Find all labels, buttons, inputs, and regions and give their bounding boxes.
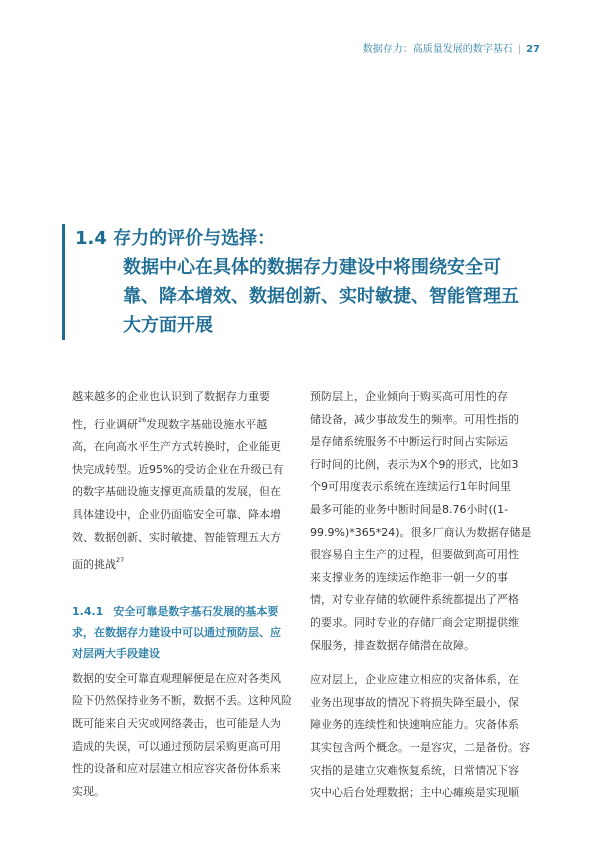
- text-line: 的数字基础设施支撑更高质量的发展，但在: [72, 485, 281, 499]
- text-line: 个9可用度表示系统在连续运行1年时间里: [310, 480, 511, 494]
- intro-paragraph: [72, 386, 302, 577]
- body-paragraph: [72, 668, 302, 804]
- right-column: [310, 386, 540, 805]
- section-title-line-3: 靠、降本增效、数据创新、实时敏捷、智能管理五: [123, 286, 519, 307]
- text-line: 99.9%)*365*24)。很多厂商认为数据存储是: [310, 525, 532, 539]
- subsection-heading-line-2: 求，在数据存力建设中可以通过预防层、应: [72, 625, 281, 639]
- text-line: 最多可能的业务中断时间是8.76小时((1-: [310, 502, 509, 516]
- section-title-line-4: 大方面开展: [123, 315, 213, 336]
- footnote-ref-26: 26: [138, 415, 147, 424]
- subsection-heading-line-1: [72, 601, 302, 622]
- subsection-number: 1.4.1: [72, 604, 104, 618]
- text-line: 具体建设中，企业仍面临安全可靠、降本增: [72, 507, 281, 521]
- section-title-text: 存力的评价与选择：: [113, 228, 276, 249]
- text-line: 数据的安全可靠直观理解便是在应对各类风: [72, 671, 281, 685]
- text-line: 越来越多的企业也认识到了数据存力重要: [72, 390, 270, 403]
- text-line: 快完成转型。近95%的受访企业在升级已有: [72, 462, 284, 476]
- text-line: 性的设备和应对层建立相应容灾备份体系来: [72, 762, 281, 776]
- text-line: 情，对专业存储的软硬件系统都提出了严格: [310, 593, 519, 607]
- response-paragraph: [310, 669, 540, 805]
- section-title-line-1: [75, 224, 545, 253]
- text-line: 是存储系统服务不中断运行时间占实际运: [310, 435, 508, 449]
- running-header: [363, 40, 540, 55]
- text-line: 预防层上，企业倾向于购买高可用性的存: [310, 390, 508, 403]
- text-line: 障业务的连续性和快速响应能力。灾备体系: [310, 718, 519, 732]
- text-line: 应对层上，企业应建立相应的灾备体系，在: [310, 673, 519, 687]
- text-line: 效、数据创新、实时敏捷、智能管理五大方: [72, 530, 281, 544]
- text-run: 安全可靠是数字基石发展的基本要: [113, 604, 279, 618]
- text-line: 高，在向高水平生产方式转换时，企业能更: [72, 440, 281, 454]
- text-line: 其实包含两个概念。一是容灾，二是备份。容: [310, 740, 530, 754]
- section-title-line-2: 数据中心在具体的数据存力建设中将围绕安全可: [123, 257, 501, 278]
- footnote-ref-27: 27: [116, 556, 125, 565]
- running-title: 数据存力：高质量发展的数字基石: [362, 44, 513, 55]
- section-number: 1.4: [75, 228, 107, 249]
- text-line: 储设备，减少事故发生的频率。可用性指的: [310, 412, 519, 426]
- text-line: [72, 549, 302, 577]
- text-line: 保服务，排查数据存储潜在故障。: [310, 638, 475, 652]
- text-line: 实现。: [72, 784, 105, 798]
- subsection-heading-line-3: 对层两大手段建设: [72, 646, 160, 660]
- header-separator: |: [517, 44, 522, 55]
- text-run: 面的挑战: [72, 558, 116, 572]
- text-line: 灾指的是建立灾难恢复系统，日常情况下容: [310, 763, 519, 777]
- text-line: 来支撑业务的连续运作绝非一朝一夕的事: [310, 570, 508, 584]
- text-line: 行时间的比例，表示为X个9的形式，比如3: [310, 457, 519, 471]
- text-line: 的要求。同时专业的存储厂商会定期提供维: [310, 615, 519, 629]
- left-column: [72, 386, 302, 803]
- text-line: 业务出现事故的情况下将损失降至最小，保: [310, 695, 519, 709]
- prevention-paragraph: [310, 386, 540, 657]
- text-run: 性，行业调研: [72, 417, 138, 431]
- text-line: 很容易自主生产的过程，但要做到高可用性: [310, 548, 519, 562]
- text-line: 既可能来自天灾或网络袭击，也可能是人为: [72, 716, 281, 730]
- section-title: [62, 224, 545, 340]
- text-line: 灾中心后台处理数据；主中心瘫痪是实现顺: [310, 786, 519, 800]
- text-run: 发现数字基础设施水平越: [146, 417, 268, 431]
- text-line: [72, 409, 302, 437]
- page-number: 27: [526, 44, 540, 55]
- text-line: 险下仍然保持业务不断，数据不丢。这种风险: [72, 694, 292, 708]
- text-line: 造成的失误，可以通过预防层采购更高可用: [72, 739, 281, 753]
- subsection-heading: [72, 601, 302, 664]
